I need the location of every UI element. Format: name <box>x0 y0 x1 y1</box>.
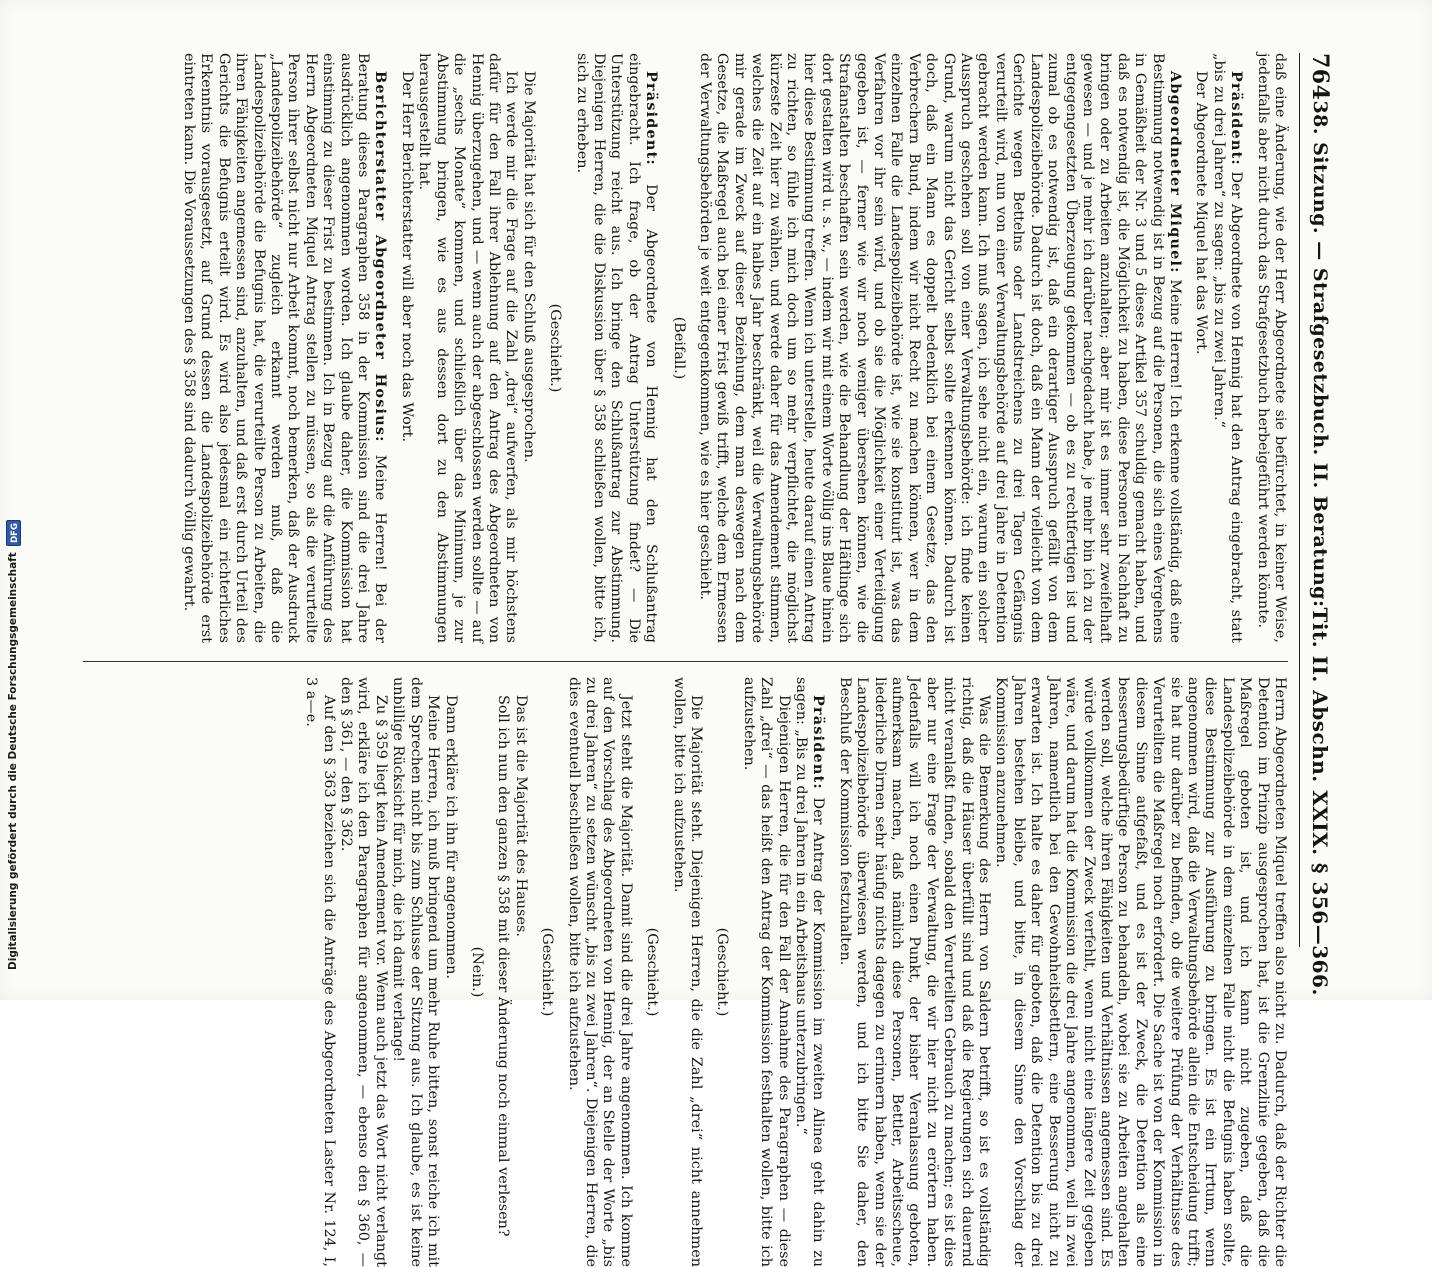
speech-paragraph <box>696 53 1184 643</box>
speech-paragraph <box>572 53 660 643</box>
column-divider <box>83 661 1288 662</box>
body-paragraph: Ich werde mir die Frage auf die Zahl „drei“ aufwerfen, als mir höchstens dafür für den Fall ihrer Ablehnung auf den Antrag des Abgeordneten von Hennig überzugehen, und — wenn auch der abgeschlossen werden sollte — auf die „sechs Monate“ kommen, und schließlich über das Minimum, je zur Abstimmung bringen, wie es aus dessen dort zu den Abstimmungen herausgestellt hat. <box>416 53 520 643</box>
speech-text: Meine Herren! Bei der Beratung dieses Paragraphen 358 in der Kommission sind die drei Jahre ausdrücklich angenommen worden. Ich glaube daher, die Kommission hat einstimmig zu dieser Frist zu bestimmen. Ich in Bezug auf die Anführung des Herrn Abgeordneten Miquel Antrag stellen zu müssen, so als die verurteilte Person ihrer selbst nicht nur Arbeit kommt, noch bemerken, daß der Ausdruck „Landespolizeibehörde“ zugleich erkannt werden muß, daß die Landespolizeibehörde die Befugnis hat, die verurteilte Person zu Arbeiten, die ihren Fähigkeiten angemessen sind, anzuhalten, und daß erst durch Urteil des Gerichts die Befugnis erteilt wird. Es wird also jedesmal ein richterliches Erkenntnis vorausgesetzt, auf Grund dessen die Landespolizeibehörde erst eintreten kann. Die Voraussetzungen des § 358 sind dadurch völlig gewahrt. <box>181 53 389 643</box>
body-paragraph: Der Abgeordnete Miquel hat das Wort. <box>1193 71 1210 355</box>
svg-text:DFG: DFG <box>9 523 20 544</box>
stage-direction: (Geschieht.) <box>714 927 731 1017</box>
body-paragraph: Soll ich nun den ganzen § 358 mit dieser Änderung noch einmal verlesen? <box>495 695 512 1237</box>
dfg-logo-icon <box>6 520 21 546</box>
stage-direction: (Geschieht.) <box>644 927 661 1017</box>
body-paragraph: Die Majorität hat sich für den Schluß ausgesprochen. <box>520 71 537 463</box>
body-paragraph: Was die Bemerkung des Herrn von Saldern betrifft, so ist es vollständig richtig, daß die Häuser überfüllt sind und daß die Regierungen sich dauernd nicht veranlaßt finden, sobald den Verurteilten Gebrauch zu machen; es ist dies aber nur eine Frage der Verwaltung, die wir hier nicht zu erörtern haben. Jedenfalls will ich noch einen Punkt, der bisher Veranlassung geboten, aufmerksam machen, daß nämlich diese Personen, Bettler, Arbeitsscheue, liederliche Dirnen sehr häufig nichts dagegen zu erinnern haben, wenn sie der Landespolizeibehörde überwiesen werden, und ich bitte Sie daher, den Beschluß der Kommission festzuhalten. <box>836 677 993 1267</box>
page-number: 764 <box>1307 53 1333 101</box>
body-paragraph: Der Herr Berichterstatter will aber noch das Wort. <box>398 71 415 443</box>
speech-paragraph <box>180 53 390 643</box>
body-paragraph: Meine Herren, ich muß bringend um mehr Ruhe bitten, sonst reiche ich mit dem Sprechen nicht bis zum Schlusse der Sitzung aus. Ich glaube, es ist keine unbillige Rücksicht für mich, die ich damit verlange! <box>390 677 442 1267</box>
speaker-name: Berichterstatter Abgeordneter Hosius: <box>372 71 390 443</box>
stage-direction: (Geschieht.) <box>547 303 564 393</box>
speech-text: Der Antrag der Kommission im zweiten Alinea geht dahin zu sagen: „Bis zu drei Jahren in ein Arbeitshaus unterzubringen.“ <box>793 677 827 1267</box>
credit-text: Digitalisierung gefördert durch die Deutsche Forschungsgemeinschaft <box>7 552 19 970</box>
text-column-left <box>83 53 1288 643</box>
body-paragraph: Diejenigen Herren, die für den Fall der Annahme des Paragraphen — diese Zahl „drei“ — das heißt den Antrag der Kommission festhalten wollen, bitte ich aufzustehen. <box>740 677 792 1267</box>
speech-text: Meine Herren! Ich erkenne vollständig, daß eine Bestimmung notwendig ist in Bezug auf die Personen, die sich eines Vergehens in Gemäßheit der Nr. 3 und 5 dieses Artikel 357 schuldig gemacht haben, und daß es notwendig ist, die Möglichkeit zu haben, diese Personen in Nachhaft zu bringen oder zu Arbeiten anzuhalten; aber mir ist es immer sehr zweifelhaft gewesen — und je mehr ich darüber nachgedacht habe, je mehr bin ich zu der entgegengesetzten Überzeugung gekommen — ob es zu rechtfertigen ist und zumal ob es notwendig ist, daß ein derartiger Ausspruch gefällt von dem Landespolizeibehörde. Dadurch ist doch, daß ein Mann der vielleicht von dem Gerichte wegen Bettelns oder Landstreichens zu drei Tagen Gefängnis verurteilt wird, nun von einer Verwaltungsbehörde auf drei Jahre in Detention gebracht werden kann. Ich muß sagen, ich sehe nicht ein, warum ein solcher Ausspruch geschehen soll von einer Verwaltungsbehörde: ich finde keinen Grund, warum nicht das Gericht selbst sollte erkennen können. Dadurch ist doch, daß ein Mann es doppelt bedenklich bei einem Gesetze, das den Verbrechern Bund, indem wir nicht Recht zu machen können, wer in dem einzelnen Falle die Landespolizeibehörde ist, wie sie konstituirt ist, was das Verfahren vor ihr sein wird, und ob sie die Möglichkeit einer Verteidigung gegeben ist, — ferner wie wir noch weniger übersehen können, wie die Strafanstalten beschaffen sein werden, wie die Behandlung der Häftlinge sich dort gestalten wird u. s. w., — indem wir mit einem Worte völlig ins Blaue hinein hier diese Bestimmung treffen. Wenn ich unterstelle, heute darauf einen Antrag zu richten, so fühle ich mich doch um so mehr verpflichtet, die möglichst kürzeste Zeit hier zu wählen, und werde daher für das Amendement stimmen, welches die Zeit auf ein halbes Jahr beschränkt, weil die Verwaltungsbehörde mir gerade im Zweck auf dieser Beziehung, dem man deswegen nach dem Gesetze, die Maßregel auch bei einer Frist gewiß trifft, welche dem Ermessen der Verwaltungsbehörden je weit entgegenkommen, wie es hier geschieht. <box>697 53 1183 643</box>
speaker-name: Präsident: <box>643 71 661 166</box>
text-column-right <box>83 677 1288 1267</box>
speech-text: Der Abgeordnete von Hennig hat den Schlußantrag eingebracht. Ich frage, ob der Antrag Unterstützung findet? — Die Unterstützung reicht aus. Ich bringe den Schlußantrag zur Abstimmung. Diejenigen Herren, die die Diskussion über § 358 schließen wollen, bitte ich, sich zu erheben. <box>573 53 660 643</box>
speaker-name: Abgeordneter Miquel: <box>1166 71 1184 274</box>
running-head-section: Tit. II. Abschn. XXIX. § 356—366. <box>1308 607 1332 996</box>
body-paragraph: Die Majorität steht. Diejenigen Herren, die die Zahl „drei“ nicht annehmen wollen, bitte ich aufzustehen. <box>670 677 704 1267</box>
speech-paragraph <box>792 677 828 1267</box>
speaker-name: Präsident: <box>810 695 828 790</box>
body-paragraph: Zu § 359 liegt kein Amendement vor. Wenn auch jetzt das Wort nicht verlangt wird, erkläre ich den Paragraphen für angenommen, — ebenso den § 360, — den § 361, — den § 362. <box>338 677 389 1267</box>
body-paragraph: Dann erkläre ich ihn für angenommen. <box>442 695 459 979</box>
body-paragraph: daß eine Änderung, wie der Herr Abgeordnete sie befürchtet, in keiner Weise, jedenfalls aber nicht durch das Strafgesetzbuch herbeigeführt werden könnte. <box>1254 53 1288 643</box>
stage-direction: (Nein.) <box>468 946 485 998</box>
running-head <box>1299 53 1340 996</box>
speaker-name: Präsident: <box>1228 71 1246 166</box>
digitization-credit <box>2 523 24 970</box>
stage-direction: (Geschieht.) <box>539 927 556 1017</box>
body-paragraph: Das ist die Majorität des Hauses. <box>512 695 529 937</box>
body-paragraph: Jetzt steht die Majorität. Damit sind die drei Jahre angenommen. Ich komme auf den Vorschlag des Abgeordneten von Hennig, der an Stelle der Worte „bis zu drei Jahren“ zu setzen wünscht „bis zu zwei Jahren“. Diejenigen Herren, die dies eventuell beschließen wollen, bitte ich aufzustehen. <box>565 677 634 1267</box>
body-paragraph: Herrn Abgeordneten Miquel treffen also nicht zu. Dadurch, daß der Richter die Detention im Prinzip ausgesprochen hat, ist die Grenzlinie gegeben, daß die Maßregel geboten ist, und ich kann nicht zugeben, daß die Landespolizeibehörde in dem einzelnen Falle nicht die Befugnis haben sollte, diese Bestimmung zur Ausführung zu bringen. Es ist ein Irrtum, wenn angenommen wird, daß die Verwaltungsbehörde allein die Entscheidung trifft; sie hat nur darüber zu befinden, ob die weitere Prüfung der Verhältnisse des Verurteilten die Maßregel noch erfordert. Die Sache ist von der Kommission in diesem Sinne aufgefaßt, und es ist der Zweck, die Detention als eine besserungsbedürftige Person zu behandeln, wobei sie zu Arbeiten angehalten werden soll, welche ihren Fähigkeiten und Verhältnissen angemessen sind. Es würde vollkommen der Zweck verfehlt, wenn nicht eine längere Zeit gegeben wäre, und darum hat die Kommission die drei Jahre angenommen, weil in zwei Jahren, namentlich bei den Gewohnheitsbettlern, eine Besserung nicht zu erwarten ist. Ich halte es daher für geboten, daß die Detention bis zu drei Jahren bestehen bleibe, und bitte, in diesem Sinne den Vorschlag der Kommission anzunehmen. <box>993 677 1288 1267</box>
stage-direction: (Beifall.) <box>670 316 687 380</box>
speech-paragraph <box>1209 53 1245 643</box>
speech-text: Der Abgeordnete von Hennig hat den Antrag eingebracht, statt „bis zu drei Jahren“ zu sagen: „bis zu zwei Jahren.“ <box>1210 53 1245 643</box>
running-head-title: 38. Sitzung. — Strafgesetzbuch. II. Beratung: <box>1309 100 1331 608</box>
body-paragraph: Auf den § 363 beziehen sich die Anträge des Abgeordneten Laster Nr. 124, I, 3 a—e. <box>303 677 337 1267</box>
document-sheet <box>75 35 1340 1267</box>
